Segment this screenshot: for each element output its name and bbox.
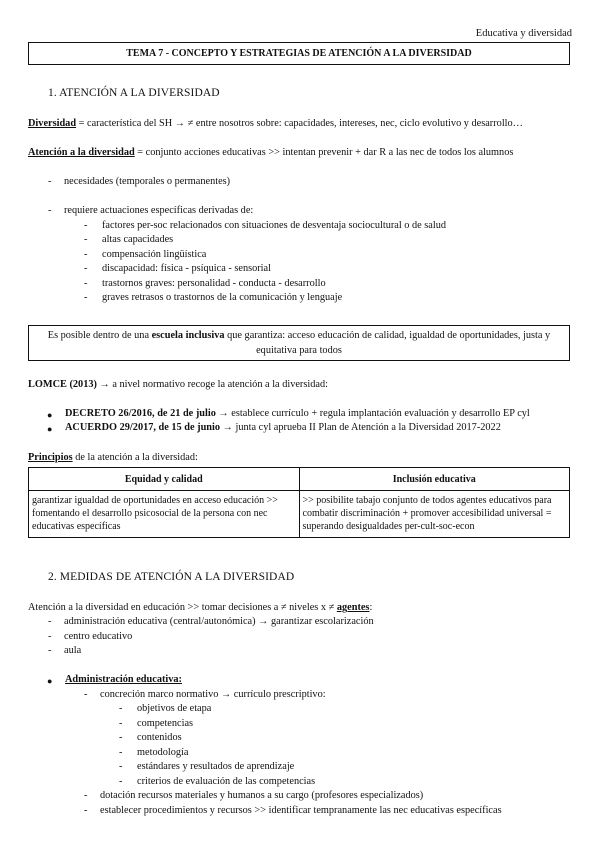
definition-text: = característica del SH → ≠ entre nosotros sobre: capacidades, intereses, nec, ciclo evolutivo y desarrollo… [76, 118, 523, 129]
definition-text: = conjunto acciones educativas >> intentan prevenir + dar R a las nec de todos los alumnos [134, 147, 514, 158]
sub-list-item: factores per-soc relacionados con situaciones de desventaja sociocultural o de salud [102, 220, 447, 231]
bullet-marker: ● [47, 410, 53, 420]
decreto-term: DECRETO 26/2016, de 21 de julio [65, 408, 216, 419]
curriculum-item: criterios de evaluación de las competencias [137, 776, 316, 787]
dash-marker: - [84, 263, 88, 274]
box-text-bold: escuela inclusiva [151, 330, 225, 341]
table-cell-equidad: garantizar igualdad de oportunidades en acceso educación >> fomentando el desarrollo psicosocial de la persona con nec educativas específicas [29, 491, 300, 538]
bullet-marker: ● [47, 676, 53, 686]
list-item: necesidades (temporales o permanentes) [64, 176, 231, 187]
box-text-pre: Es posible dentro de una [47, 330, 152, 341]
dash-marker: - [119, 761, 123, 772]
admin-item: concreción marco normativo → currículo prescriptivo: [100, 689, 326, 700]
list-item: requiere actuaciones específicas derivadas de: [64, 205, 254, 216]
decreto-line [65, 407, 530, 422]
curriculum-item: metodología [137, 747, 189, 758]
curriculum-item: estándares y resultados de aprendizaje [137, 761, 295, 772]
dash-marker: - [119, 776, 123, 787]
dash-marker: - [84, 805, 88, 816]
acuerdo-term: ACUERDO 29/2017, de 15 de junio [65, 422, 221, 433]
definition-term: Diversidad [28, 118, 77, 129]
admin-heading [65, 673, 182, 688]
principios-line [28, 451, 198, 466]
curriculum-item: objetivos de etapa [137, 703, 212, 714]
level-item: aula [64, 645, 82, 656]
dash-marker: - [84, 234, 88, 245]
sub-list-item: graves retrasos o trastornos de la comunicación y lenguaje [102, 292, 343, 303]
dash-marker: - [48, 176, 52, 187]
acuerdo-text: → junta cyl aprueba II Plan de Atención a la Diversidad 2017-2022 [220, 422, 501, 433]
dash-marker: - [48, 616, 52, 627]
inclusive-school-box [28, 325, 570, 361]
section-2-intro [28, 601, 372, 616]
dash-marker: - [119, 718, 123, 729]
dash-marker: - [84, 292, 88, 303]
definition-term: Atención a la diversidad [28, 147, 135, 158]
bullet-marker: ● [47, 424, 53, 434]
acuerdo-line [65, 421, 501, 436]
lomce-text: → a nivel normativo recoge la atención a la diversidad: [96, 379, 328, 390]
dash-marker: - [84, 278, 88, 289]
dash-marker: - [48, 631, 52, 642]
sub-list-item: compensación lingüística [102, 249, 207, 260]
dash-marker: - [119, 703, 123, 714]
table-header-row [29, 468, 570, 491]
page-title: TEMA 7 - CONCEPTO Y ESTRATEGIAS DE ATENCIÓN A LA DIVERSIDAD [28, 42, 570, 65]
dash-marker: - [119, 732, 123, 743]
admin-item: dotación recursos materiales y humanos a su cargo (profesores especializados) [100, 790, 424, 801]
curriculum-item: contenidos [137, 732, 182, 743]
admin-heading-text: Administración educativa: [65, 674, 182, 685]
dash-marker: - [119, 747, 123, 758]
section-1-heading: 1. ATENCIÓN A LA DIVERSIDAD [48, 87, 220, 99]
dash-marker: - [84, 689, 88, 700]
decreto-text: → establece currículo + regula implantación evaluación y desarrollo EP cyl [215, 408, 530, 419]
dash-marker: - [84, 249, 88, 260]
dash-marker: - [84, 220, 88, 231]
intro-end: : [369, 602, 373, 613]
lomce-line [28, 378, 328, 393]
intro-agents: agentes [336, 602, 370, 613]
running-header: Educativa y diversidad [475, 28, 572, 39]
level-item: centro educativo [64, 631, 133, 642]
table-row [29, 491, 570, 538]
curriculum-item: competencias [137, 718, 194, 729]
box-text-post: que garantiza: acceso educación de calidad, igualdad de oportunidades, justa y equitativa para todos [224, 330, 551, 356]
definition-atencion [28, 146, 513, 161]
sub-list-item: discapacidad: física - psíquica - sensorial [102, 263, 271, 274]
admin-item: establecer procedimientos y recursos >> identificar tempranamente las nec educativas específicas [100, 805, 502, 816]
principles-table [28, 467, 570, 538]
table-header-equidad: Equidad y calidad [29, 468, 300, 491]
sub-list-item: trastornos graves: personalidad - conducta - desarrollo [102, 278, 326, 289]
dash-marker: - [48, 205, 52, 216]
dash-marker: - [84, 790, 88, 801]
definition-diversidad [28, 117, 523, 132]
principios-text: de la atención a la diversidad: [72, 452, 198, 463]
table-header-inclusion: Inclusión educativa [299, 468, 570, 491]
dash-marker: - [48, 645, 52, 656]
principios-term: Principios [28, 452, 73, 463]
intro-text: Atención a la diversidad en educación >> tomar decisiones a ≠ niveles x ≠ [28, 602, 337, 613]
level-item: administración educativa (central/autonómica) → garantizar escolarización [64, 616, 374, 627]
section-2-heading: 2. MEDIDAS DE ATENCIÓN A LA DIVERSIDAD [48, 571, 295, 583]
lomce-term: LOMCE (2013) [28, 379, 97, 390]
table-cell-inclusion: >> posibilite tabajo conjunto de todos agentes educativos para combatir discriminación + promover accesibilidad universal = superando desigualdades per-cult-soc-econ [299, 491, 570, 538]
sub-list-item: altas capacidades [102, 234, 174, 245]
